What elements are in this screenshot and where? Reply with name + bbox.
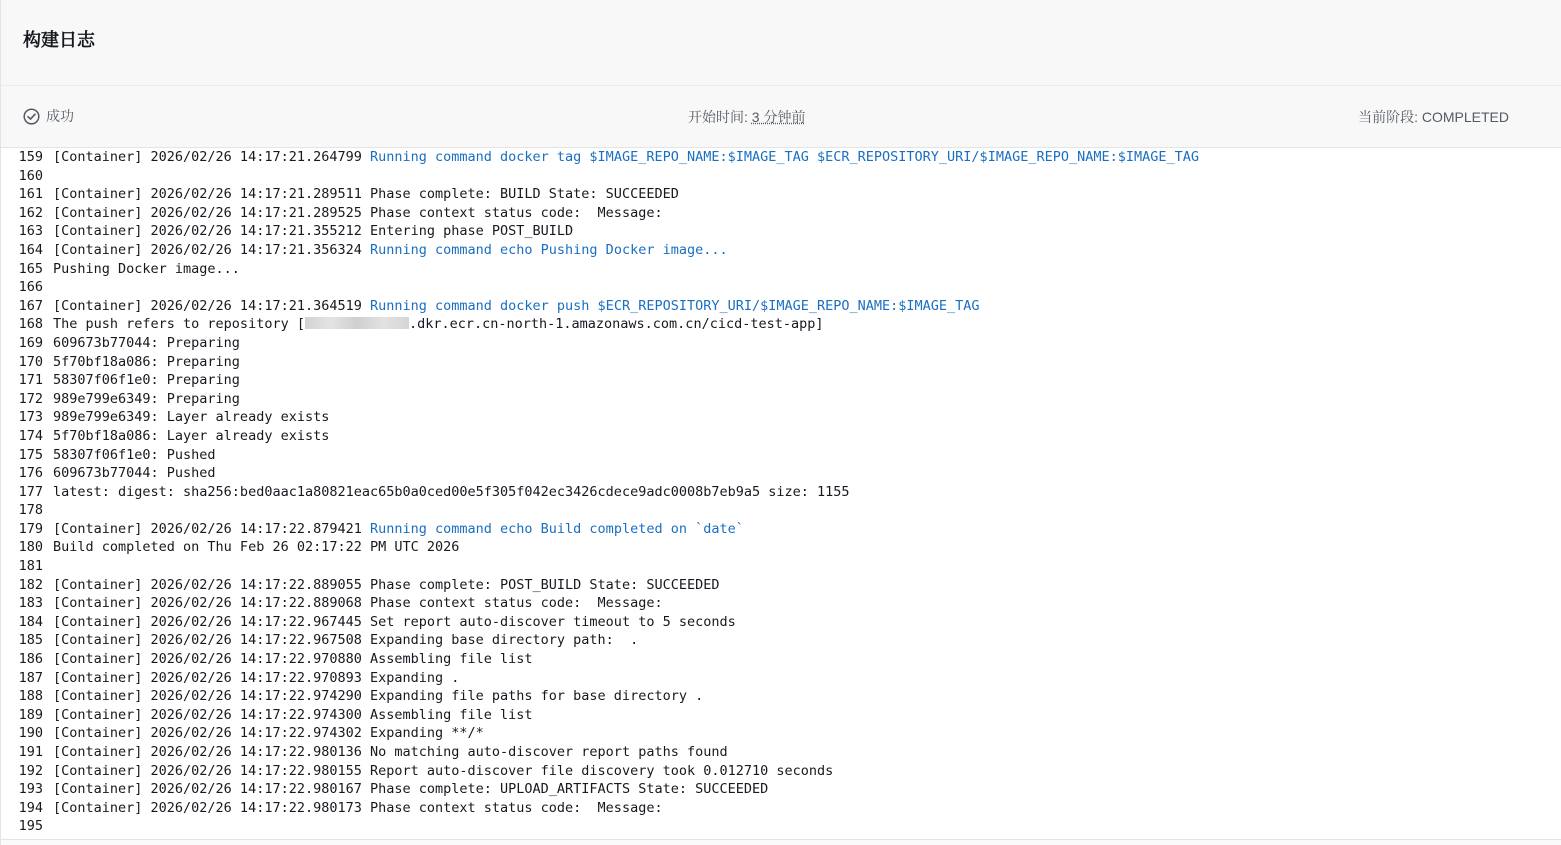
- log-text: [53, 371, 240, 390]
- log-text: [53, 780, 768, 799]
- log-text-plain: [Container] 2026/02/26 14:17:22.980173 Phase context status code: Message:: [53, 799, 663, 816]
- log-text-plain: .dkr.ecr.cn-north-1.amazonaws.com.cn/cicd-test-app]: [408, 316, 824, 333]
- log-text: [53, 483, 850, 502]
- log-text: [53, 576, 719, 595]
- log-line: [1, 762, 1561, 781]
- log-line: [1, 260, 1561, 279]
- log-text-plain: [Container] 2026/02/26 14:17:22.980167 Phase complete: UPLOAD_ARTIFACTS State: SUCCEEDED: [53, 781, 769, 798]
- log-line: [1, 408, 1561, 427]
- log-line: [1, 650, 1561, 669]
- line-number: 159: [18, 149, 43, 165]
- line-number: 166: [18, 279, 43, 296]
- line-number: 173: [18, 409, 43, 426]
- log-line: [1, 241, 1561, 260]
- log-text-plain: [Container] 2026/02/26 14:17:21.264799: [53, 149, 370, 165]
- log-command: Running command docker push $ECR_REPOSITORY_URI/$IMAGE_REPO_NAME:$IMAGE_TAG: [369, 297, 980, 314]
- log-line: [1, 538, 1561, 557]
- line-number: 181: [18, 558, 43, 575]
- log-line: [1, 185, 1561, 204]
- log-line: [1, 353, 1561, 372]
- log-line: [1, 501, 1561, 520]
- log-line: [1, 687, 1561, 706]
- log-text-plain: 609673b77044: Preparing: [53, 334, 240, 351]
- start-time: [688, 107, 805, 127]
- log-text-plain: latest: digest: sha256:bed0aac1a80821eac65b0a0ced00e5f305f042ec3426cdece9adc0008b7eb9a5 size: 1155: [53, 483, 850, 500]
- start-time-label: 开始时间:: [688, 109, 752, 125]
- log-text-plain: [Container] 2026/02/26 14:17:22.970880 Assembling file list: [53, 651, 533, 668]
- status-label: 成功: [46, 108, 74, 124]
- log-line: [1, 222, 1561, 241]
- log-line: [1, 464, 1561, 483]
- redacted-account-id: [305, 317, 409, 329]
- line-number: 165: [18, 260, 43, 277]
- line-number: 186: [18, 651, 43, 668]
- line-number: 189: [18, 706, 43, 723]
- log-text-plain: 989e799e6349: Preparing: [53, 390, 240, 407]
- line-number: 175: [18, 446, 43, 463]
- log-viewer[interactable]: [1, 148, 1561, 845]
- log-text: [53, 743, 728, 762]
- line-number: 191: [18, 744, 43, 760]
- log-text: [53, 650, 533, 669]
- log-bottom-edge: [1, 839, 1561, 845]
- log-line: [1, 315, 1561, 334]
- line-number: 162: [18, 204, 43, 221]
- log-command: Running command echo Build completed on `date`: [369, 520, 744, 537]
- log-text: [53, 762, 833, 781]
- log-line: [1, 371, 1561, 390]
- log-text-plain: [Container] 2026/02/26 14:17:22.879421: [53, 520, 370, 537]
- log-text-plain: [Container] 2026/02/26 14:17:21.364519: [53, 297, 370, 314]
- log-text: [53, 594, 663, 613]
- log-line: [1, 278, 1561, 297]
- line-number: 168: [18, 316, 43, 333]
- log-line: [1, 594, 1561, 613]
- line-number: 184: [18, 613, 43, 630]
- line-number: 179: [18, 520, 43, 537]
- log-text: [53, 408, 329, 427]
- log-line: [1, 780, 1561, 799]
- line-number: 170: [18, 353, 43, 370]
- log-line: [1, 576, 1561, 595]
- line-number: 164: [18, 241, 43, 258]
- line-number: 171: [18, 372, 43, 389]
- log-text: [53, 260, 240, 279]
- log-text: [53, 538, 459, 557]
- panel-header: [1, 0, 1561, 85]
- log-text: [53, 687, 703, 706]
- log-line: [1, 167, 1561, 186]
- line-number: 176: [18, 465, 43, 482]
- line-number: 178: [18, 502, 43, 519]
- log-text-plain: [Container] 2026/02/26 14:17:22.967445 Set report auto-discover timeout to 5 seconds: [53, 613, 736, 630]
- log-text-plain: [Container] 2026/02/26 14:17:22.889055 Phase complete: POST_BUILD State: SUCCEEDED: [53, 576, 720, 593]
- log-text-plain: [Container] 2026/02/26 14:17:21.289525 Phase context status code: Message:: [53, 204, 663, 221]
- log-text: [53, 353, 240, 372]
- log-text-plain: [Container] 2026/02/26 14:17:22.974302 Expanding **/*: [53, 725, 484, 742]
- log-line: [1, 669, 1561, 688]
- log-text-plain: Pushing Docker image...: [53, 260, 240, 277]
- log-text: [53, 669, 459, 688]
- line-number: 190: [18, 725, 43, 742]
- log-text-plain: 609673b77044: Pushed: [53, 465, 216, 482]
- log-text-plain: 5f70bf18a086: Preparing: [53, 353, 240, 370]
- log-line: [1, 817, 1561, 836]
- log-line: [1, 520, 1561, 539]
- log-text: [53, 297, 980, 316]
- log-line: [1, 297, 1561, 316]
- log-text-plain: [Container] 2026/02/26 14:17:22.967508 Expanding base directory path: .: [53, 632, 639, 649]
- line-number: 185: [18, 632, 43, 649]
- log-line: [1, 613, 1561, 632]
- log-text: [53, 799, 663, 818]
- log-text-plain: Build completed on Thu Feb 26 02:17:22 PM UTC 2026: [53, 539, 460, 556]
- log-text-plain: 58307f06f1e0: Pushed: [53, 446, 216, 463]
- log-line: [1, 724, 1561, 743]
- start-time-value[interactable]: 3 分钟前: [751, 109, 806, 125]
- log-line: [1, 427, 1561, 446]
- log-text-plain: [Container] 2026/02/26 14:17:21.356324: [53, 241, 370, 258]
- log-line: [1, 334, 1561, 353]
- line-number: 161: [18, 186, 43, 203]
- line-number: 163: [18, 223, 43, 240]
- line-number: 194: [18, 799, 43, 816]
- log-text: [53, 631, 638, 650]
- log-text: [53, 315, 823, 334]
- current-phase: 当前阶段: COMPLETED: [1358, 109, 1509, 125]
- log-text: [53, 241, 728, 260]
- log-text-plain: 58307f06f1e0: Preparing: [53, 372, 240, 389]
- log-text: [53, 222, 573, 241]
- log-text-plain: [Container] 2026/02/26 14:17:22.980136 No matching auto-discover report paths found: [53, 744, 728, 760]
- log-text-plain: [Container] 2026/02/26 14:17:21.355212 Entering phase POST_BUILD: [53, 223, 574, 240]
- line-number: 187: [18, 669, 43, 686]
- log-line: [1, 483, 1561, 502]
- log-line: [1, 743, 1561, 762]
- log-text-plain: [Container] 2026/02/26 14:17:22.980155 Report auto-discover file discovery took 0.012710 seconds: [53, 762, 834, 779]
- log-line: [1, 390, 1561, 409]
- log-line: [1, 557, 1561, 576]
- line-number: 193: [18, 781, 43, 798]
- line-number: 180: [18, 539, 43, 556]
- line-number: 172: [18, 390, 43, 407]
- line-number: 188: [18, 688, 43, 705]
- log-line: [1, 706, 1561, 725]
- line-number: 177: [18, 483, 43, 500]
- line-number: 183: [18, 595, 43, 612]
- log-line: [1, 799, 1561, 818]
- log-text-plain: [Container] 2026/02/26 14:17:22.970893 Expanding .: [53, 669, 460, 686]
- log-line: [1, 446, 1561, 465]
- line-number: 167: [18, 297, 43, 314]
- log-text-plain: The push refers to repository [: [53, 316, 305, 333]
- page-title: 构建日志: [23, 29, 95, 50]
- log-line: [1, 631, 1561, 650]
- line-number: 192: [18, 762, 43, 779]
- log-text: [53, 427, 329, 446]
- line-number: 195: [18, 818, 43, 835]
- log-text: [53, 185, 679, 204]
- line-number: 169: [18, 334, 43, 351]
- log-command: Running command docker tag $IMAGE_REPO_NAME:$IMAGE_TAG $ECR_REPOSITORY_URI/$IMAGE_REPO_NAME:$IMAGE_TAG: [369, 149, 1200, 165]
- line-number: 182: [18, 576, 43, 593]
- log-text: [53, 148, 1199, 167]
- log-text-plain: [Container] 2026/02/26 14:17:22.889068 Phase context status code: Message:: [53, 595, 663, 612]
- log-text: [53, 390, 240, 409]
- log-line: [1, 148, 1561, 167]
- log-text: [53, 204, 663, 223]
- line-number: 174: [18, 427, 43, 444]
- log-text-plain: [Container] 2026/02/26 14:17:22.974300 Assembling file list: [53, 706, 533, 723]
- log-text-plain: [Container] 2026/02/26 14:17:21.289511 Phase complete: BUILD State: SUCCEEDED: [53, 186, 679, 203]
- build-status-bar: [1, 85, 1561, 148]
- line-number: 160: [18, 167, 43, 184]
- log-text: [53, 464, 216, 483]
- log-text: [53, 520, 744, 539]
- log-line: [1, 204, 1561, 223]
- log-text: [53, 706, 533, 725]
- log-text-plain: 989e799e6349: Layer already exists: [53, 409, 330, 426]
- log-text: [53, 334, 240, 353]
- check-circle-icon: [23, 108, 40, 125]
- log-text: [53, 446, 216, 465]
- log-text: [53, 613, 736, 632]
- log-text-plain: [Container] 2026/02/26 14:17:22.974290 Expanding file paths for base directory .: [53, 688, 704, 705]
- log-text: [53, 724, 484, 743]
- log-command: Running command echo Pushing Docker image...: [369, 241, 728, 258]
- log-text-plain: 5f70bf18a086: Layer already exists: [53, 427, 330, 444]
- build-status: [23, 106, 74, 126]
